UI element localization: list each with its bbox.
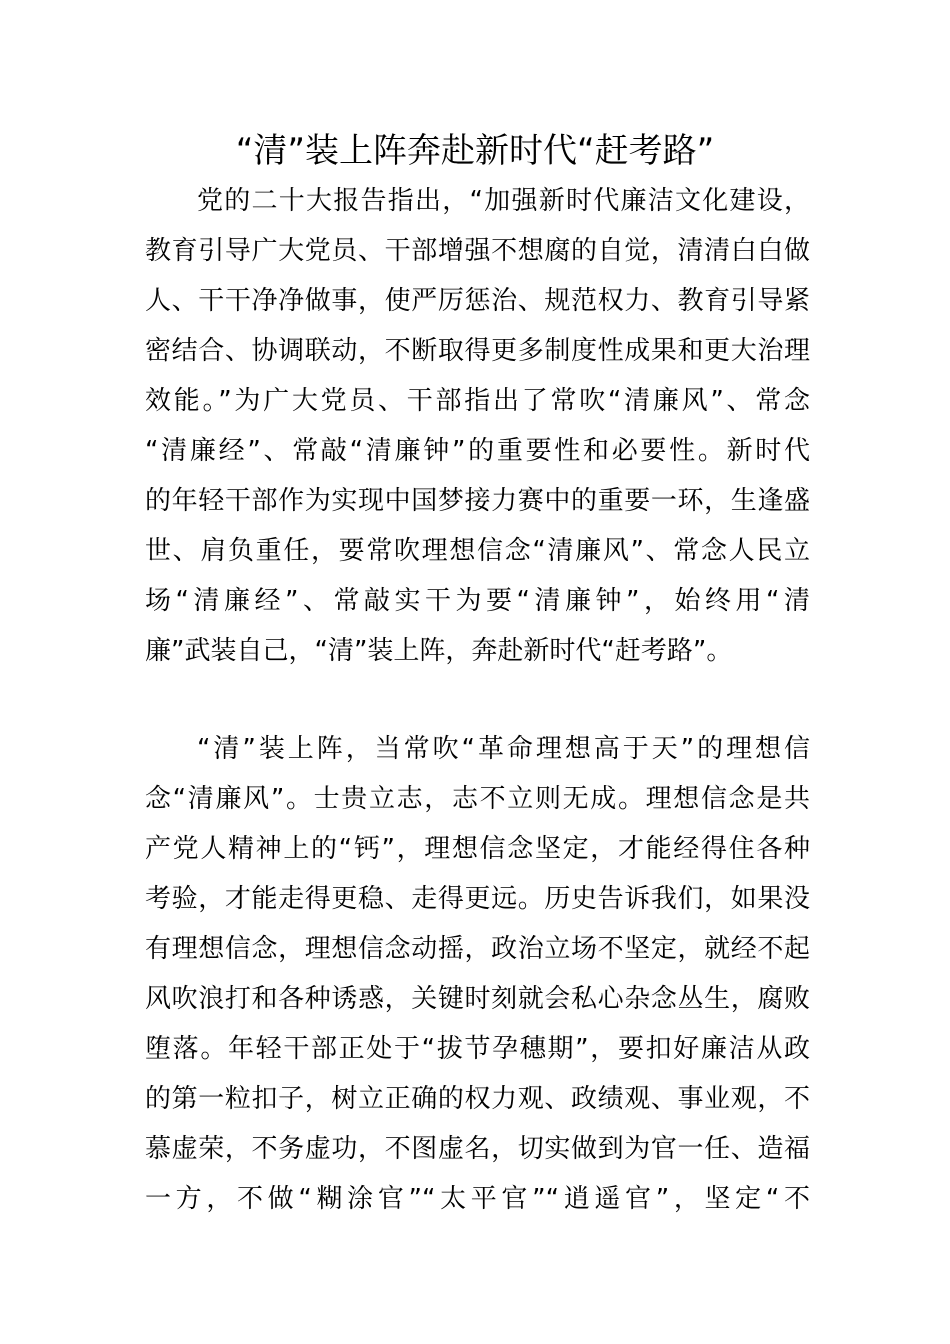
paragraph-line: 廉”武装自己，“清”装上阵，奔赴新时代“赶考路”。 xyxy=(145,636,733,666)
paragraph-line: 念“清廉风”。士贵立志，志不立则无成。理想信念是共 xyxy=(145,784,810,814)
paragraph-line: 堕落。年轻干部正处于“拔节孕穗期”，要扣好廉洁从政 xyxy=(145,1034,810,1064)
paragraph-line: 的年轻干部作为实现中国梦接力赛中的重要一环，生逢盛 xyxy=(145,486,810,516)
paragraph-line: 密结合、协调联动，不断取得更多制度性成果和更大治理 xyxy=(145,336,810,366)
paragraph-line: 党的二十大报告指出，“加强新时代廉洁文化建设， xyxy=(197,186,810,216)
paragraph-line: 教育引导广大党员、干部增强不想腐的自觉，清清白白做 xyxy=(145,236,810,266)
paragraph-line: “清”装上阵，当常吹“革命理想高于天”的理想信 xyxy=(197,734,810,764)
paragraph-2 xyxy=(145,724,810,1224)
paragraph-line: 效能。”为广大党员、干部指出了常吹“清廉风”、常念 xyxy=(145,386,810,416)
paragraph-line: 产党人精神上的“钙”，理想信念坚定，才能经得住各种 xyxy=(145,834,810,864)
document-title: “清”装上阵奔赴新时代“赶考路” xyxy=(235,131,715,171)
paragraph-line: 人、干干净净做事，使严厉惩治、规范权力、教育引导紧 xyxy=(145,286,810,316)
paragraph-line: 慕虚荣，不务虚功，不图虚名，切实做到为官一任、造福 xyxy=(145,1134,810,1164)
paragraph-line: 风吹浪打和各种诱惑，关键时刻就会私心杂念丛生，腐败 xyxy=(145,984,810,1014)
paragraph-line: 考验，才能走得更稳、走得更远。历史告诉我们，如果没 xyxy=(145,884,810,914)
paragraph-1 xyxy=(145,176,810,676)
paragraph-line: 的第一粒扣子，树立正确的权力观、政绩观、事业观，不 xyxy=(145,1084,810,1114)
paragraph-line: 一方，不做“糊涂官”“太平官”“逍遥官”，坚定“不 xyxy=(145,1184,810,1214)
paragraph-line: 世、肩负重任，要常吹理想信念“清廉风”、常念人民立 xyxy=(145,536,810,566)
paragraph-line: “清廉经”、常敲“清廉钟”的重要性和必要性。新时代 xyxy=(145,436,810,466)
paragraph-line: 场“清廉经”、常敲实干为要“清廉钟”，始终用“清 xyxy=(145,586,810,616)
paragraph-line: 有理想信念，理想信念动摇，政治立场不坚定，就经不起 xyxy=(145,934,810,964)
